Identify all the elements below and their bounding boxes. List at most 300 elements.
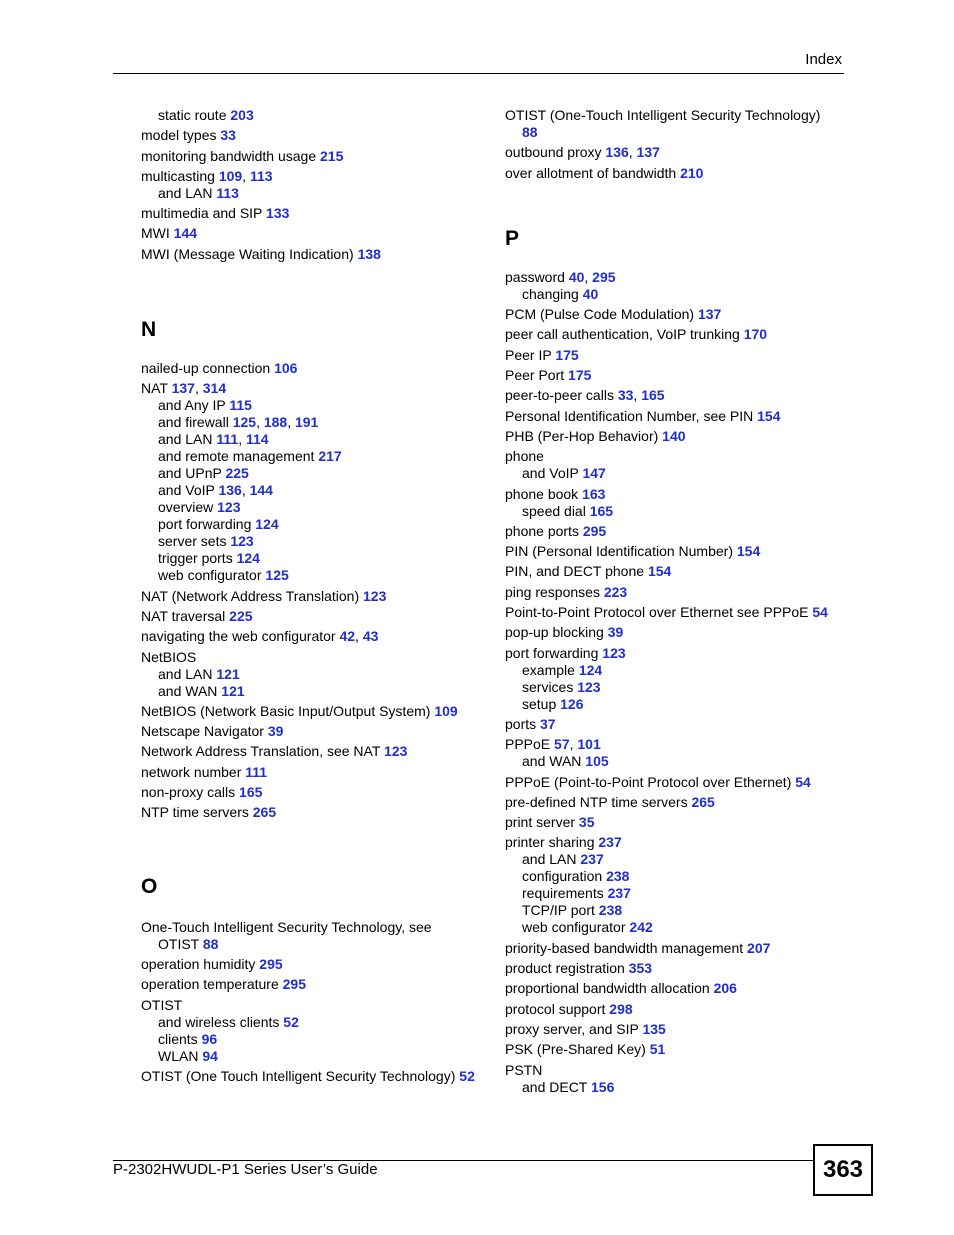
index-subentry [141,516,491,533]
index-subentry [505,679,845,696]
page-link[interactable]: 203 [230,107,254,123]
index-term-line [505,940,845,957]
index-term: Network Address Translation, see NAT [141,743,385,760]
section-spacer [505,251,845,269]
page-link[interactable]: 54 [795,773,811,790]
index-entry [141,380,491,584]
index-term: printer sharing [505,834,599,851]
index-subterm: and DECT [522,1078,591,1095]
page-number: 363 [822,1156,864,1183]
index-entry [141,919,491,953]
page-link[interactable]: 113 [249,167,273,184]
page-link[interactable]: 215 [320,147,344,164]
page-link[interactable]: 137 [697,306,722,323]
index-term-line [141,148,491,165]
page-number-box [813,1144,873,1196]
page-link[interactable]: 170 [743,326,768,343]
index-term-line [505,1062,845,1079]
index-term-line [505,1021,845,1038]
page-link[interactable]: 121 [216,665,240,682]
page-link[interactable]: 135 [642,1020,666,1037]
index-column-left [141,107,491,1088]
index-subterm: setup [522,695,561,712]
page-link[interactable]: 52 [283,1013,299,1030]
index-entry [141,784,491,801]
index-term-line [505,543,845,560]
page-link[interactable]: 42 [339,628,356,645]
page-link[interactable]: 140 [662,427,686,444]
index-entry [505,584,845,601]
page-link[interactable]: 238 [606,868,630,885]
index-term: phone [505,448,544,465]
index-subterm: and remote management [158,448,319,465]
page-link[interactable]: 39 [607,624,624,641]
index-subentry [505,919,845,936]
page-link[interactable]: 57 [554,736,570,753]
page-link[interactable]: 238 [598,902,623,919]
index-term-line [505,367,845,384]
index-column-right [505,107,845,1099]
index-term: pre-defined NTP time servers [505,793,692,810]
index-term-line [141,743,491,760]
index-subterm: and wireless clients [158,1013,284,1030]
index-term-line [141,976,491,993]
index-term-line [505,486,845,503]
footer-guide-title: P-2302HWUDL-P1 Series User’s Guide [113,1161,378,1178]
page-link[interactable]: 154 [757,407,781,424]
index-subterm: and VoIP [158,482,219,499]
index-subentry [141,533,491,550]
index-term: Personal Identification Number, see PIN [505,407,758,424]
page-link[interactable]: 124 [236,550,260,567]
page-link[interactable]: 136 [218,482,242,499]
page-link[interactable]: 237 [607,885,631,902]
page-separator: , [241,482,250,499]
index-term-line [141,360,491,377]
page-link[interactable]: 39 [267,723,284,740]
page-link[interactable]: 43 [362,628,379,645]
index-term-line [141,723,491,740]
index-entry [505,387,845,404]
index-term: non-proxy calls [141,784,240,801]
index-letter-heading: P [505,226,520,250]
index-entry [505,940,845,957]
index-entry [141,205,491,222]
index-entry [141,628,491,645]
index-subentry [141,683,491,700]
index-term-line [141,1068,491,1085]
index-term-line [141,107,491,124]
index-subterm: overview [158,499,218,516]
index-term-line [141,764,491,781]
index-subterm: clients [158,1030,202,1047]
page-link[interactable]: 188 [263,414,288,431]
index-entry [141,168,491,202]
page-link[interactable]: 125 [232,414,257,431]
index-term: Peer Port [505,367,569,384]
page-link[interactable]: 137 [636,144,660,161]
page-separator: , [355,628,363,645]
page-link[interactable]: 115 [229,397,252,414]
index-subterm: WLAN [158,1047,203,1064]
index-entry [505,523,845,540]
index-entry [141,107,491,124]
index-subentry [505,286,845,303]
index-term: OTIST (One Touch Intelligent Security Technology) [141,1067,460,1084]
page-link[interactable]: 217 [318,448,342,465]
page-link[interactable]: 101 [577,736,601,753]
index-term: PCM (Pulse Code Modulation) [505,306,698,323]
page-link[interactable]: 165 [239,784,263,801]
page-link[interactable]: 111 [245,763,268,780]
page-link[interactable]: 133 [266,205,290,222]
index-term-line [141,127,491,144]
page-link[interactable]: 147 [582,465,606,482]
index-term-line [505,165,845,182]
index-term-line [505,326,845,343]
index-term-line [505,144,845,161]
index-entry [505,774,845,791]
index-term-line [505,408,845,425]
index-term-line [141,225,491,242]
page-link[interactable]: 225 [225,465,249,482]
index-term-line [141,997,491,1014]
index-subentry [141,465,491,482]
index-subterm: server sets [158,533,231,550]
index-term: MWI [141,225,174,242]
page-link[interactable]: 40 [582,285,599,302]
page-link[interactable]: 136 [605,144,629,161]
section-spacer [141,342,491,360]
index-subentry [505,696,845,713]
page-link[interactable]: 54 [812,604,828,621]
page-link[interactable]: 123 [577,678,601,695]
index-term-line [505,774,845,791]
index-subterm: OTIST [158,935,203,952]
index-term-line [505,563,845,580]
index-term: PHB (Per-Hop Behavior) [505,427,663,444]
index-term: password [505,268,569,285]
index-subentry [141,499,491,516]
index-term-line [505,347,845,364]
page-link[interactable]: 265 [691,793,715,810]
index-term: model types [141,127,221,144]
index-term: monitoring bandwidth usage [141,147,321,164]
page-link[interactable]: 88 [522,124,538,140]
page-link[interactable]: 105 [585,753,609,770]
index-subentry [141,414,491,431]
running-header-section: Index [805,51,842,68]
page-link[interactable]: 223 [603,583,628,600]
page-link[interactable]: 242 [629,919,653,936]
index-term-line [505,448,845,465]
index-entry [505,326,845,343]
index-subentry [505,465,845,482]
index-term-line [141,380,491,397]
index-subterm: trigger ports [158,550,237,567]
page-link[interactable]: 40 [568,268,585,285]
index-entry [505,794,845,811]
page-link[interactable]: 124 [578,661,603,678]
index-entry [141,246,491,263]
header-rule [113,73,844,74]
index-term: MWI (Message Waiting Indication) [141,245,358,262]
page-link[interactable]: 237 [598,834,622,851]
index-term: One-Touch Intelligent Security Technology, see [141,918,432,935]
index-term: operation temperature [141,976,283,993]
index-term-line [505,736,845,753]
index-term: ports [505,715,541,732]
section-spacer [141,266,491,318]
page-link[interactable]: 144 [173,225,198,242]
page-link[interactable]: 111 [216,431,239,448]
index-term: proportional bandwidth allocation [505,980,714,997]
index-term: OTIST [141,996,183,1013]
index-subentry [141,1031,491,1048]
index-subterm: web configurator [158,567,266,584]
index-subentry [141,936,491,953]
index-entry [141,956,491,973]
index-term: NAT traversal [141,607,230,624]
index-term: navigating the web configurator [141,628,340,645]
page-link[interactable]: 298 [609,1000,633,1017]
index-entry [141,976,491,993]
index-term-line [141,205,491,222]
index-subentry [141,185,491,202]
index-subterm: and WAN [158,682,222,699]
index-entry [505,408,845,425]
index-entry [505,347,845,364]
index-term-line [505,814,845,831]
page-separator: , [569,736,578,753]
page-link[interactable]: 88 [202,935,219,952]
index-subterm: and LAN [158,431,217,448]
index-entry [505,306,845,323]
index-entry [141,608,491,625]
index-subterm: and firewall [158,414,233,431]
index-term-line [505,960,845,977]
index-entry [505,980,845,997]
index-subentry [141,1048,491,1065]
index-term: proxy server, and SIP [505,1020,643,1037]
index-term-line [141,608,491,625]
index-entry [505,1041,845,1058]
page-link[interactable]: 123 [602,644,626,661]
index-term-line [505,428,845,445]
index-term-line [141,804,491,821]
index-subentry [141,567,491,584]
page-link[interactable]: 33 [220,127,236,144]
page-link[interactable]: 35 [578,814,595,831]
page-link[interactable]: 207 [747,939,771,956]
index-subterm: and WAN [522,753,586,770]
page-link[interactable]: 154 [736,543,761,560]
index-term: PSTN [505,1061,543,1078]
index-term: operation humidity [141,955,260,972]
index-term: NetBIOS (Network Basic Input/Output System) [141,702,435,719]
index-term: port forwarding [505,644,603,661]
index-term-line [141,956,491,973]
page-link[interactable]: 295 [259,955,283,972]
page-link[interactable]: 165 [641,387,665,404]
index-subentry [141,550,491,567]
page-link[interactable]: 353 [628,960,653,977]
index-entry [505,448,845,482]
index-subterm: port forwarding [158,516,256,533]
page-link[interactable]: 114 [245,431,269,448]
index-entry [141,743,491,760]
page-link[interactable]: 123 [384,743,408,760]
index-entry [141,804,491,821]
page-link[interactable]: 125 [265,567,289,584]
index-subterm: and Any IP [158,397,230,414]
index-entry [505,563,845,580]
page-link[interactable]: 33 [617,387,634,404]
index-subentry [141,397,491,414]
index-entry [141,649,491,700]
page-link[interactable]: 144 [249,482,273,499]
page-link[interactable]: 96 [201,1030,218,1047]
page-link[interactable]: 123 [230,533,254,550]
page-link[interactable]: 109 [218,167,243,184]
page-link[interactable]: 314 [202,380,227,397]
page-link[interactable]: 225 [229,607,253,624]
index-term-line [141,628,491,645]
index-subentry [505,503,845,520]
index-subterm: and LAN [158,184,217,201]
index-subterm: and UPnP [158,465,226,482]
index-subterm: and LAN [158,665,217,682]
page-link[interactable]: 109 [434,702,458,719]
index-entry [505,814,845,831]
page-separator: , [287,414,295,431]
page-link[interactable]: 113 [216,184,239,201]
index-entry [505,165,845,182]
page-link[interactable]: 51 [649,1041,666,1058]
index-term: peer-to-peer calls [505,387,618,404]
index-term: NTP time servers [141,804,253,821]
page-link[interactable]: 126 [560,695,584,712]
page-link[interactable]: 265 [252,804,277,821]
index-term-line [505,794,845,811]
page-link[interactable]: 106 [274,360,298,377]
page-link[interactable]: 295 [582,522,607,539]
index-subentry [505,851,845,868]
index-subentry [505,1079,845,1096]
page-link[interactable]: 295 [282,976,306,993]
page-link[interactable]: 175 [568,367,592,384]
index-entry [505,604,845,621]
page-link[interactable]: 123 [363,587,387,604]
index-entry [505,960,845,977]
index-term: Netscape Navigator [141,723,268,740]
page-link[interactable]: 156 [591,1078,615,1095]
index-term-line [505,980,845,997]
page-link[interactable]: 154 [647,563,672,580]
index-term: Point-to-Point Protocol over Ethernet see PPPoE [505,604,813,621]
index-term-line [505,584,845,601]
index-term-line [141,588,491,605]
index-term: NAT (Network Address Translation) [141,587,364,604]
index-entry [505,1062,845,1096]
index-term-line [505,624,845,641]
page-link[interactable]: 175 [555,346,579,363]
index-term-line [141,919,491,936]
index-subterm: configuration [522,868,607,885]
page-link[interactable]: 295 [592,268,616,285]
section-spacer [141,899,491,919]
page-link[interactable]: 52 [459,1067,475,1084]
index-term-line [141,703,491,720]
page-link[interactable]: 123 [217,499,241,516]
page-link[interactable]: 124 [255,516,279,533]
index-entry [141,997,491,1065]
index-subterm: changing [522,285,583,302]
index-subterm: services [522,678,578,695]
page-link[interactable]: 163 [582,485,606,502]
index-subentry [505,124,845,141]
index-term: Peer IP [505,346,556,363]
page-link[interactable]: 237 [580,851,604,868]
index-entry [141,225,491,242]
index-term: nailed-up connection [141,360,275,377]
index-subentry [141,431,491,448]
index-term: network number [141,763,246,780]
index-term: ping responses [505,583,604,600]
index-subterm: speed dial [522,502,590,519]
index-entry [141,1068,491,1085]
index-entry [141,703,491,720]
index-entry [505,645,845,713]
index-letter-heading: N [141,318,157,342]
index-entry [141,148,491,165]
section-spacer [141,825,491,875]
index-term: print server [505,814,579,831]
index-subterm: web configurator [522,919,630,936]
index-term: protocol support [505,1000,610,1017]
page-link[interactable]: 94 [202,1047,218,1064]
page-separator: , [256,414,264,431]
index-term: peer call authentication, VoIP trunking [505,326,744,343]
index-term: PPPoE [505,736,555,753]
index-term-line [505,1001,845,1018]
index-term: pop-up blocking [505,624,608,641]
page-link[interactable]: 165 [589,502,614,519]
page-link[interactable]: 191 [294,414,319,431]
index-subterm: example [522,661,579,678]
index-term: multicasting [141,167,219,184]
section-spacer [505,185,845,227]
index-entry [141,127,491,144]
index-entry [505,624,845,641]
index-term-line [505,387,845,404]
page-link[interactable]: 210 [680,164,704,181]
page-link[interactable]: 37 [540,715,556,732]
index-entry [141,723,491,740]
page-link[interactable]: 206 [713,980,737,997]
index-term: outbound proxy [505,144,606,161]
index-entry [505,1021,845,1038]
index-term-line [505,1041,845,1058]
index-subentry [141,482,491,499]
page-separator: , [628,144,637,161]
page-link[interactable]: 121 [221,682,245,699]
page-link[interactable]: 137 [171,380,195,397]
index-term: PSK (Pre-Shared Key) [505,1041,650,1058]
index-entry [505,543,845,560]
page-link[interactable]: 138 [357,245,381,262]
index-subterm: and LAN [522,851,581,868]
